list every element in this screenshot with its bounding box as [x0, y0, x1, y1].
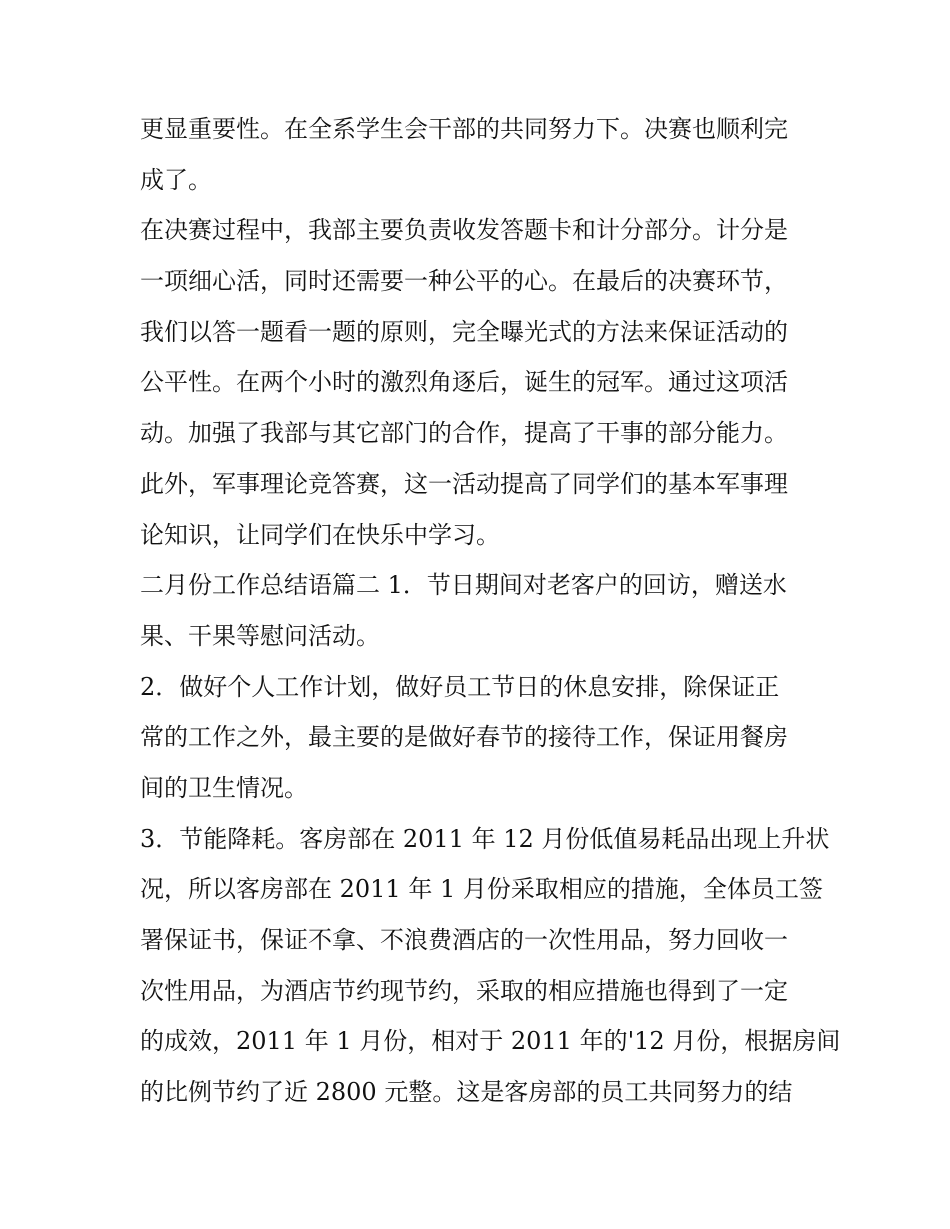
text-line: 二月份工作总结语篇二 1．节日期间对老客户的回访，赠送水 [140, 571, 787, 600]
text-line: 的成效，2011 年 1 月份，相对于 2011 年的'12 月份，根据房间 [140, 1027, 841, 1056]
text-line: 果、干果等慰问活动。 [140, 621, 380, 650]
text-line: 况，所以客房部在 2011 年 1 月份采取相应的措施，全体员工签 [140, 875, 823, 904]
text-line: 的比例节约了近 2800 元整。这是客房部的员工共同努力的结 [140, 1078, 793, 1107]
text-line: 次性用品，为酒店节约现节约，采取的相应措施也得到了一定 [140, 976, 788, 1005]
text-line: 此外，军事理论竞答赛，这一活动提高了同学们的基本军事理 [140, 469, 788, 498]
text-line: 更显重要性。在全系学生会干部的共同努力下。决赛也顺利完 [140, 115, 788, 143]
text-line: 论知识，让同学们在快乐中学习。 [140, 520, 500, 549]
body-text [140, 104, 841, 1118]
text-line: 3．节能降耗。客房部在 2011 年 12 月份低值易耗品出现上升状 [140, 824, 830, 853]
text-line: 2．做好个人工作计划，做好员工节日的休息安排，除保证正 [140, 672, 780, 701]
text-line: 我们以答一题看一题的原则，完全曝光式的方法来保证活动的 [140, 317, 788, 346]
text-line: 动。加强了我部与其它部门的合作，提高了干事的部分能力。 [140, 419, 788, 448]
text-line: 常的工作之外，最主要的是做好春节的接待工作，保证用餐房 [140, 723, 788, 752]
text-line: 一项细心活，同时还需要一种公平的心。在最后的决赛环节， [140, 267, 788, 296]
text-line: 公平性。在两个小时的激烈角逐后，诞生的冠军。通过这项活 [140, 368, 788, 397]
text-line: 署保证书，保证不拿、不浪费酒店的一次性用品，努力回收一 [140, 926, 788, 954]
text-line: 在决赛过程中，我部主要负责收发答题卡和计分部分。计分是 [140, 216, 788, 245]
text-line: 间的卫生情况。 [140, 773, 308, 802]
text-line: 成了。 [140, 165, 212, 194]
